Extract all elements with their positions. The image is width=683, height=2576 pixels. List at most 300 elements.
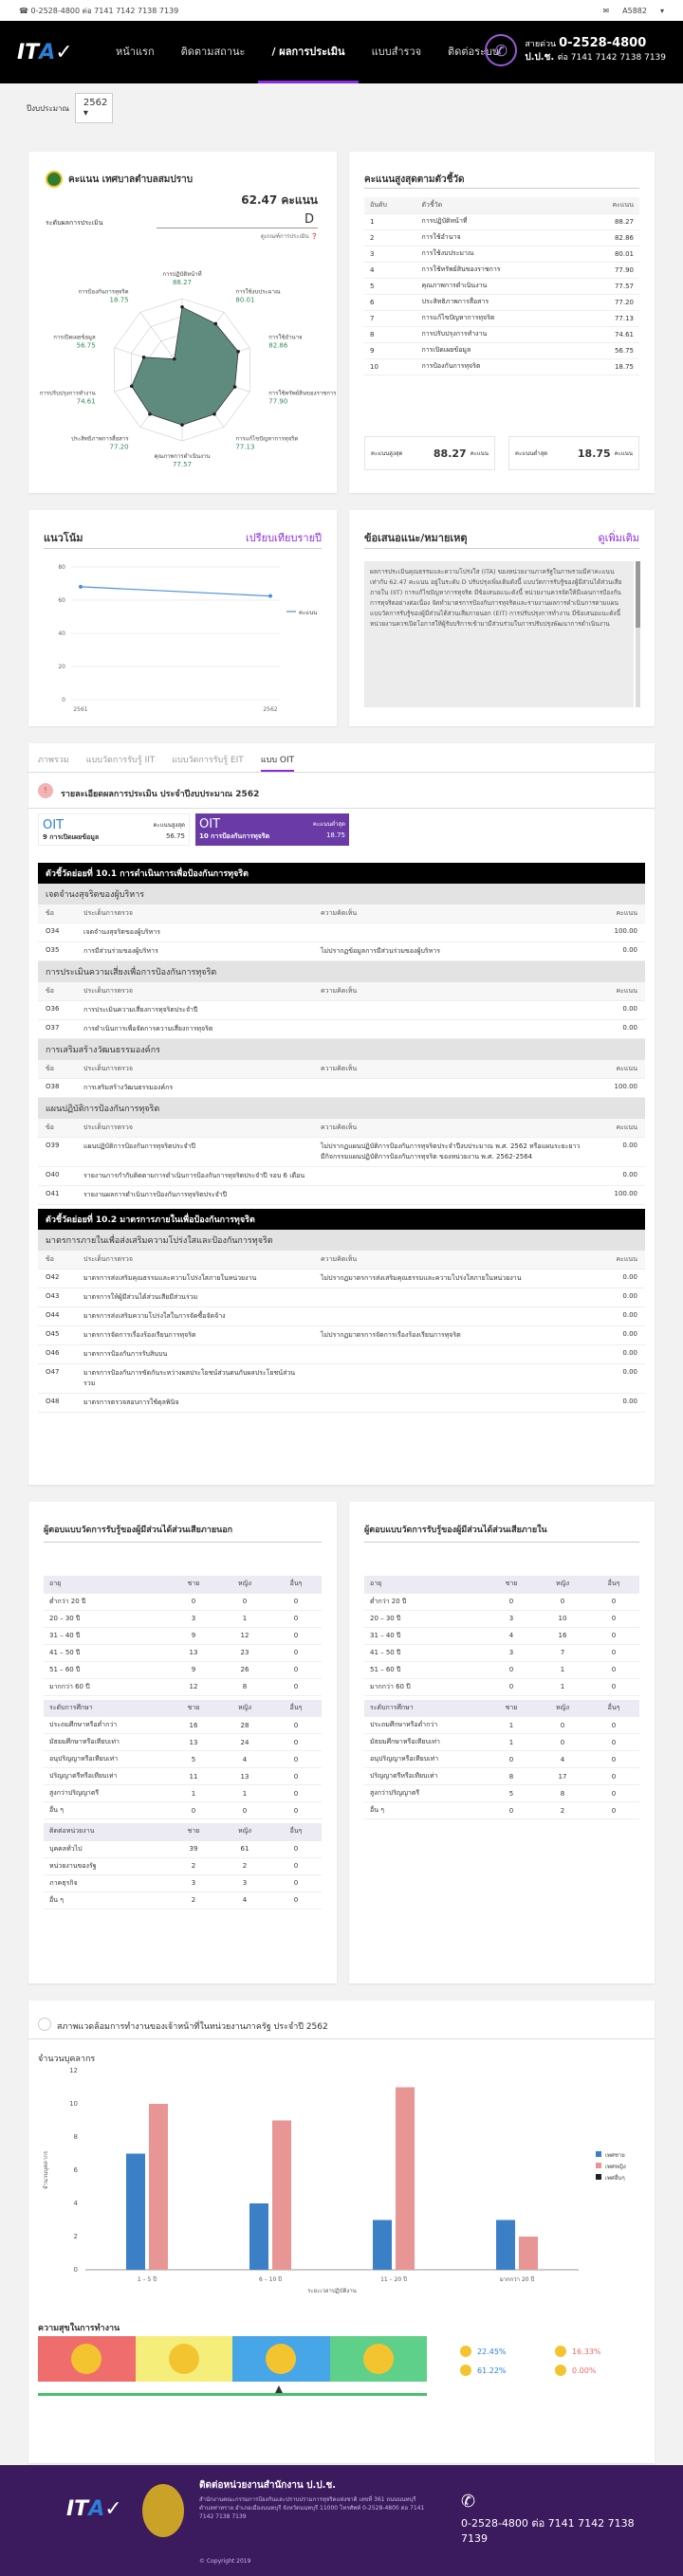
indicator-cell: มาตรการให้ผู้มีส่วนได้ส่วนเสียมีส่วนร่วม	[76, 1288, 313, 1307]
ranking-cell: 77.13	[580, 310, 639, 326]
bar-legend-swatch	[596, 2163, 601, 2168]
survey-cell: 12	[168, 1678, 219, 1695]
radar-label: การปฏิบัติหน้าที่	[162, 271, 202, 278]
oit-max-title: OIT	[43, 818, 65, 832]
survey-cell: 2	[168, 1857, 219, 1874]
oit-min-label: คะแนนต่ำสุด	[312, 821, 345, 828]
hdr-code: ข้อ	[38, 1119, 76, 1138]
survey-cell: 0	[219, 1593, 270, 1610]
survey-cell: ประถมศึกษาหรือต่ำกว่า	[364, 1717, 486, 1734]
survey-cell: 13	[168, 1734, 219, 1751]
survey-ext-title: ผู้ตอบแบบวัดการรับรู้ของผู้มีส่วนได้ส่วนเสียภายนอก	[44, 1526, 233, 1535]
survey-cell: 0	[270, 1661, 322, 1678]
ranking-cell: การเปิดเผยข้อมูล	[416, 342, 581, 358]
advice-text: ผลการประเมินคุณธรรมและความโปร่งใส (ITA) ของหน่วยงานภาครัฐในภาพรวมมีค่าคะแนนเท่ากับ 62.47 คะแนน อยู่ในระดับ D ปรับปรุงเพิ่มเติมดังนี้ แบบวัดการรับรู้ของผู้มีส่วนได้ส่วนเสียภายใน (IIT) การแก้ไขปัญหาการทุจริต มีข้อเสนอแนะดังนี้ หน่วยงานควรจัดให้มีแผนการป้องกันการทุจริตอย่างต่อเนื่อง จัดทำมาตรการป้องกันการทุจริตและรายงานผลการดำเนินการตามแผน แบบวัดการรับรู้ของผู้มีส่วนได้ส่วนเสียภายนอก (EIT) การปรับปรุงการทำงาน มีข้อเสนอแนะดังนี้ หน่วยงานควรเปิดโอกาสให้ผู้รับบริการเข้ามามีส่วนร่วมในการปรับปรุงพัฒนาการดำเนินงาน	[364, 561, 634, 707]
topbar-phone-text: 0-2528-4800 ต่อ 7141 7142 7138 7139	[30, 6, 179, 15]
content	[0, 133, 683, 2514]
indicator-cell: O36	[38, 1001, 76, 1020]
indicator-table	[38, 982, 645, 1039]
survey-cell: 0	[270, 1802, 322, 1819]
indicator-cell: O34	[38, 923, 76, 942]
indicator-cell: O46	[38, 1345, 76, 1364]
radar-value: 88.27	[172, 279, 193, 286]
bar-ytick: 8	[73, 2133, 78, 2141]
indicator-row	[38, 1345, 645, 1364]
survey-cell: 2	[537, 1802, 588, 1819]
indicator-cell: 0.00	[588, 1020, 645, 1039]
survey-row	[44, 1627, 322, 1644]
indicator-row	[38, 1020, 645, 1039]
nav-status[interactable]: ติดตามสถานะ	[180, 46, 246, 58]
indicator-cell	[313, 1394, 588, 1413]
survey-table	[44, 1700, 322, 1820]
footer-ita-logo: ITA✓	[66, 2497, 122, 2521]
ranking-cell: 77.90	[580, 262, 639, 278]
survey-cell: หน่วยงานของรัฐ	[44, 1857, 168, 1874]
indicator-cell: O45	[38, 1326, 76, 1345]
ranking-row	[364, 262, 639, 278]
trend-xtick: 2562	[263, 706, 278, 713]
oit-header: รายละเอียดผลการประเมิน ประจำปีงบประมาณ 2562	[61, 790, 260, 799]
survey-table	[44, 1823, 322, 1909]
survey-cell: 3	[168, 1874, 219, 1891]
advice-more-link[interactable]: ดูเพิ่มเติม	[598, 532, 639, 544]
survey-cell: 4	[537, 1751, 588, 1768]
face-neutral-icon	[136, 2336, 233, 2382]
hotline-phone: 0-2528-4800	[559, 36, 647, 50]
user-menu[interactable]: A5882	[622, 6, 647, 15]
bar-legend-swatch	[596, 2151, 601, 2157]
survey-row	[364, 1785, 639, 1802]
bar-ytick: 4	[73, 2200, 78, 2207]
indicator-header	[38, 982, 645, 1001]
indicator-table	[38, 1251, 645, 1413]
indicator-cell: รายงานผลการดำเนินการป้องกันการทุจริตประจำปี	[76, 1186, 313, 1205]
survey-row	[44, 1840, 322, 1857]
year-value: 2562	[83, 98, 108, 108]
pct-very-sad-text: 22.45%	[477, 2347, 507, 2356]
indicator-cell: มาตรการจัดการเรื่องร้องเรียนการทุจริต	[76, 1326, 313, 1345]
survey-cell: 11	[168, 1768, 219, 1785]
indicator-row	[38, 1079, 645, 1098]
hdr-topic: ประเด็นการตรวจ	[76, 904, 313, 923]
ranking-title: คะแนนสูงสุดตามตัวชี้วัด	[364, 174, 465, 185]
nav-home[interactable]: หน้าแรก	[116, 46, 155, 58]
ranking-cell: การใช้งบประมาณ	[416, 246, 581, 262]
trend-point	[268, 594, 272, 598]
survey-header-cell: ระดับการศึกษา	[44, 1700, 168, 1717]
survey-header-cell: หญิง	[537, 1576, 588, 1593]
trend-divider	[44, 548, 322, 549]
survey-cell: 1	[486, 1717, 537, 1734]
hdr-comment: ความคิดเห็น	[313, 1251, 588, 1270]
ranking-cell: 6	[364, 294, 416, 310]
indicator-cell: รายงานการกำกับติดตามการดำเนินการป้องกันการทุจริตประจำปี รอบ 6 เดือน	[76, 1167, 313, 1186]
survey-cell: อื่น ๆ	[44, 1802, 168, 1819]
trend-ytick: 60	[58, 597, 65, 604]
survey-cell: 0	[486, 1751, 537, 1768]
hdr-code: ข้อ	[38, 982, 76, 1001]
survey-row	[364, 1627, 639, 1644]
indicator-header	[38, 1119, 645, 1138]
survey-cell: 24	[219, 1734, 270, 1751]
survey-cell: ต่ำกว่า 20 ปี	[364, 1593, 486, 1610]
survey-cell: 2	[219, 1857, 270, 1874]
indicator-cell: O47	[38, 1364, 76, 1394]
ranking-cell: การแก้ไขปัญหาการทุจริต	[416, 310, 581, 326]
survey-cell: ปริญญาตรีหรือเทียบเท่า	[44, 1768, 168, 1785]
advice-title: ข้อเสนอแนะ/หมายเหตุ	[364, 532, 468, 544]
indicator-cell: มาตรการป้องกันการรับสินบน	[76, 1345, 313, 1364]
radar-label: การใช้อำนาจ	[268, 334, 303, 341]
hdr-code: ข้อ	[38, 1060, 76, 1079]
survey-cell: 0	[270, 1874, 322, 1891]
survey-header-cell: หญิง	[219, 1700, 270, 1717]
indicator-cell: มาตรการส่งเสริมความโปร่งใสในการจัดซื้อจัดจ้าง	[76, 1307, 313, 1326]
survey-cell: 0	[588, 1644, 639, 1661]
tabs-divider	[28, 772, 655, 773]
indicator-cell	[313, 1001, 588, 1020]
hdr-code: ข้อ	[38, 1251, 76, 1270]
min-score-unit: คะแนน	[614, 450, 633, 457]
year-selector	[0, 83, 683, 133]
survey-header-cell: ติดต่อหน่วยงาน	[44, 1823, 168, 1840]
survey-cell: 12	[219, 1627, 270, 1644]
survey-row	[44, 1734, 322, 1751]
radar-point	[180, 423, 184, 427]
survey-row	[44, 1717, 322, 1734]
trend-chart	[38, 557, 327, 719]
survey-header-cell: หญิง	[537, 1700, 588, 1717]
survey-cell: 1	[219, 1610, 270, 1627]
ranking-table	[364, 197, 639, 375]
indicator-cell: การมีส่วนร่วมของผู้บริหาร	[76, 942, 313, 961]
indicator-cell: การดำเนินการเพื่อจัดการความเสี่ยงการทุจริต	[76, 1020, 313, 1039]
survey-header-cell: หญิง	[219, 1823, 270, 1840]
indicator-row	[38, 923, 645, 942]
nav-results[interactable]: / ผลการประเมิน	[258, 21, 358, 83]
trend-card	[28, 510, 337, 726]
survey-cell: ประถมศึกษาหรือต่ำกว่า	[44, 1717, 168, 1734]
work-bar-chart	[28, 2061, 655, 2308]
survey-row	[44, 1785, 322, 1802]
happiness-marker	[275, 2385, 283, 2393]
survey-row	[44, 1857, 322, 1874]
trend-ytick: 80	[58, 564, 65, 571]
survey-header-cell: อื่นๆ	[270, 1576, 322, 1593]
survey-cell: 39	[168, 1840, 219, 1857]
ranking-cell: การป้องกันการทุจริต	[416, 358, 581, 375]
indicator-row	[38, 1270, 645, 1288]
survey-cell: 0	[486, 1593, 537, 1610]
indicator-cell	[313, 1020, 588, 1039]
survey-cell: 0	[270, 1734, 322, 1751]
indicator-header	[38, 1251, 645, 1270]
work-divider	[28, 2038, 655, 2039]
group-title: มาตรการภายในเพื่อส่งเสริมความโปร่งใสและป้องกันการทุจริต	[38, 1230, 645, 1251]
indicator-cell: มาตรการส่งเสริมคุณธรรมและความโปร่งใสภายในหน่วยงาน	[76, 1270, 313, 1288]
hdr-score: คะแนน	[588, 904, 645, 923]
nav-contact[interactable]: ติดต่อระบบ	[448, 46, 499, 58]
max-score-unit: คะแนน	[470, 450, 489, 457]
hotline-org: ป.ป.ช.	[525, 52, 555, 63]
ranking-header-score: คะแนน	[580, 197, 639, 213]
bar-legend: เพศหญิง	[605, 2164, 626, 2170]
hdr-score: คะแนน	[588, 1251, 645, 1270]
indicator-cell: O39	[38, 1138, 76, 1167]
bar-ytick: 0	[73, 2266, 78, 2274]
indicator-table	[38, 1060, 645, 1098]
oit-max-box	[38, 813, 190, 846]
hdr-comment: ความคิดเห็น	[313, 904, 588, 923]
total-score: 62.47 คะแนน	[241, 193, 318, 207]
face-happy-icon	[232, 2336, 330, 2382]
indicator-row	[38, 1288, 645, 1307]
indicator-cell: ไม่ปรากฏข้อมูลการมีส่วนร่วมของผู้บริหาร	[313, 942, 588, 961]
indicator-cell: ไม่ปรากฏแผนปฏิบัติการป้องกันการทุจริตประจำปีงบประมาณ พ.ศ. 2562 หรือแผนระยะยาว มีกิจกรรมแผนปฏิบัติการป้องกันการทุจริต ของหน่วยงาน พ.ศ. 2562-2564	[313, 1138, 588, 1167]
survey-cell: 9	[168, 1661, 219, 1678]
ranking-row	[364, 294, 639, 310]
advice-scrollbar[interactable]	[636, 561, 640, 707]
indicator-cell: 0.00	[588, 1138, 645, 1167]
survey-cell: อื่น ๆ	[44, 1891, 168, 1909]
year-select[interactable]: 2562 ▾	[75, 93, 113, 123]
survey-row	[364, 1678, 639, 1695]
org-emblem-icon	[46, 171, 63, 188]
min-score-label: คะแนนต่ำสุด	[515, 450, 548, 457]
ranking-cell: 5	[364, 278, 416, 294]
indicator-cell: O35	[38, 942, 76, 961]
min-score-box	[508, 436, 639, 470]
info-icon: !	[38, 783, 53, 798]
survey-cell: 9	[168, 1627, 219, 1644]
face-very-sad-icon	[38, 2336, 136, 2382]
survey-cell: 28	[219, 1717, 270, 1734]
survey-cell: อื่น ๆ	[364, 1802, 486, 1819]
survey-cell: 4	[219, 1891, 270, 1909]
tab-iit[interactable]: แบบวัดการรับรู้ IIT	[85, 756, 156, 765]
ranking-row	[364, 358, 639, 375]
radar-value: 56.75	[76, 341, 96, 350]
max-score-label: คะแนนสูงสุด	[371, 450, 403, 457]
indicator-cell	[313, 1288, 588, 1307]
survey-cell: สูงกว่าปริญญาตรี	[364, 1785, 486, 1802]
pct-neutral	[555, 2346, 650, 2357]
ranking-cell: 77.20	[580, 294, 639, 310]
survey-int-title: ผู้ตอบแบบวัดการรับรู้ของผู้มีส่วนได้ส่วนเสียภายใน	[364, 1526, 547, 1535]
survey-cell: มากกว่า 60 ปี	[364, 1678, 486, 1695]
survey-cell: ต่ำกว่า 20 ปี	[44, 1593, 168, 1610]
oit-max-label: คะแนนสูงสุด	[153, 822, 185, 829]
ranking-header-indicator: ตัวชี้วัด	[416, 197, 581, 213]
indicator-cell	[313, 1186, 588, 1205]
bar-xtick: 11 – 20 ปี	[380, 2276, 407, 2283]
indicator-row	[38, 942, 645, 961]
survey-cell: 4	[486, 1627, 537, 1644]
survey-cell: 0	[588, 1610, 639, 1627]
survey-header-cell: อื่นๆ	[588, 1700, 639, 1717]
survey-header-cell: อายุ	[364, 1576, 486, 1593]
indicator-cell: O40	[38, 1167, 76, 1186]
radar-point	[212, 412, 216, 416]
survey-cell: 0	[270, 1785, 322, 1802]
indicator-cell: 0.00	[588, 1288, 645, 1307]
radar-point	[236, 350, 240, 354]
survey-cell: 0	[486, 1678, 537, 1695]
indicator-cell: O48	[38, 1394, 76, 1413]
work-ylabel: จำนวนบุคลากร	[38, 2055, 96, 2064]
survey-header-cell: อื่นๆ	[588, 1576, 639, 1593]
survey-cell: 0	[537, 1734, 588, 1751]
radar-label: ประสิทธิภาพการสื่อสาร	[71, 435, 129, 443]
footer-copyright: © Copyright 2019	[199, 2558, 251, 2565]
trend-ytick: 0	[62, 697, 65, 703]
indicator-cell: ไม่ปรากฏมาตรการส่งเสริมคุณธรรมและความโปร่งใสภายในหน่วยงาน	[313, 1270, 588, 1288]
group-title: การเสริมสร้างวัฒนธรรมองค์กร	[38, 1039, 645, 1060]
survey-cell: 0	[588, 1751, 639, 1768]
ranking-row	[364, 326, 639, 342]
max-score-value: 88.27	[433, 447, 467, 460]
indicator-cell: O43	[38, 1288, 76, 1307]
survey-cell: 51 – 60 ปี	[364, 1661, 486, 1678]
survey-cell: 0	[486, 1661, 537, 1678]
survey-cell: 5	[486, 1785, 537, 1802]
survey-cell: อนุปริญญาหรือเทียบเท่า	[44, 1751, 168, 1768]
survey-cell: 0	[270, 1678, 322, 1695]
tab-oit[interactable]: แบบ OIT	[261, 753, 294, 772]
survey-cell: ปริญญาตรีหรือเทียบเท่า	[364, 1768, 486, 1785]
oit-max-value: 56.75	[165, 832, 185, 840]
radar-value: 77.57	[172, 461, 193, 468]
year-label: ปีงบประมาณ	[27, 103, 69, 113]
indicator-cell: 100.00	[588, 1079, 645, 1098]
radar-point	[173, 357, 176, 361]
radar-value: 82.86	[268, 341, 288, 350]
survey-cell: บุคคลทั่วไป	[44, 1840, 168, 1857]
trend-xtick: 2561	[73, 706, 88, 713]
survey-row	[44, 1802, 322, 1819]
compare-yearly-link[interactable]: เปรียบเทียบรายปี	[245, 532, 322, 544]
ranking-cell: 8	[364, 326, 416, 342]
survey-cell: 1	[219, 1785, 270, 1802]
radar-label: การป้องกันการทุจริต	[78, 288, 129, 296]
min-score-value: 18.75	[577, 447, 611, 460]
survey-row	[364, 1610, 639, 1627]
survey-row	[44, 1593, 322, 1610]
indicator-table	[38, 1119, 645, 1205]
bar-legend: เพศอื่นๆ	[605, 2175, 625, 2182]
indicator-cell: 0.00	[588, 1167, 645, 1186]
radar-label: การเปิดเผยข้อมูล	[53, 334, 96, 341]
ranking-cell: 82.86	[580, 229, 639, 246]
ranking-card	[349, 152, 655, 493]
tab-overview[interactable]: ภาพรวม	[38, 756, 69, 765]
oit-min-item: 10 การป้องกันการทุจริต	[199, 832, 270, 840]
ranking-cell: 18.75	[580, 358, 639, 375]
hotline-label: สายด่วน	[525, 40, 557, 49]
indicator-row	[38, 1364, 645, 1394]
radar-point	[142, 356, 146, 359]
survey-cell: มากกว่า 60 ปี	[44, 1678, 168, 1695]
indicator-title: ตัวชี้วัดย่อยที่ 10.2 มาตรการภายในเพื่อป้องกันการทุจริต	[38, 1209, 645, 1230]
survey-cell: 0	[270, 1610, 322, 1627]
radar-label: การแก้ไขปัญหาการทุจริต	[235, 435, 299, 443]
score-card	[28, 152, 337, 493]
survey-cell: 0	[270, 1627, 322, 1644]
phone-icon: ✆	[485, 34, 517, 66]
mail-icon[interactable]: ✉	[602, 6, 610, 15]
footer-address: สำนักงานคณะกรรมการป้องกันและปราบปรามการทุจริตแห่งชาติ เลขที่ 361 ถนนนนทบุรี ตำบลท่าทราย อำเภอเมืองนนทบุรี จังหวัดนนทบุรี 11000 โทรศัพท์ 0-2528-4800 ต่อ 7141 7142 7138 7139	[199, 2496, 425, 2520]
survey-cell: 16	[168, 1717, 219, 1734]
survey-cell: มัธยมศึกษาหรือเทียบเท่า	[44, 1734, 168, 1751]
survey-table	[364, 1576, 639, 1696]
survey-row	[44, 1610, 322, 1627]
ranking-row	[364, 342, 639, 358]
nav-survey[interactable]: แบบสำรวจ	[371, 46, 422, 58]
oit-min-value: 18.75	[325, 831, 345, 839]
ranking-cell: การปรับปรุงการทำงาน	[416, 326, 581, 342]
hdr-topic: ประเด็นการตรวจ	[76, 982, 313, 1001]
indicator-cell	[313, 1364, 588, 1394]
indicator-cell	[313, 923, 588, 942]
trend-point	[79, 585, 83, 589]
survey-cell: 1	[537, 1678, 588, 1695]
footer-phone[interactable]: 0-2528-4800 ต่อ 7141 7142 7138 7139	[461, 2517, 635, 2545]
survey-int-divider	[364, 1542, 639, 1543]
indicator-cell: 0.00	[588, 1364, 645, 1394]
ranking-row	[364, 229, 639, 246]
indicator-header	[38, 1060, 645, 1079]
survey-row	[44, 1891, 322, 1909]
trend-title: แนวโน้ม	[44, 532, 83, 544]
bar-ytick: 10	[69, 2100, 78, 2108]
indicator-cell: 0.00	[588, 1001, 645, 1020]
ranking-cell: 88.27	[580, 213, 639, 229]
survey-header	[44, 1700, 322, 1717]
indicator-cell: เจตจำนงสุจริตของผู้บริหาร	[76, 923, 313, 942]
bar-1	[396, 2088, 415, 2271]
pct-very-sad	[460, 2346, 555, 2357]
survey-cell: 17	[537, 1768, 588, 1785]
survey-cell: 4	[219, 1751, 270, 1768]
survey-row	[364, 1593, 639, 1610]
survey-cell: 31 – 40 ปี	[44, 1627, 168, 1644]
oit-card	[28, 743, 655, 1485]
ita-logo[interactable]: ITA✓	[17, 40, 73, 64]
happiness-legend	[460, 2346, 650, 2376]
radar-label: คุณภาพการดำเนินงาน	[154, 453, 211, 460]
tab-eit[interactable]: แบบวัดการรับรู้ EIT	[172, 756, 244, 765]
hdr-topic: ประเด็นการตรวจ	[76, 1251, 313, 1270]
survey-cell: 3	[219, 1874, 270, 1891]
chevron-down-icon[interactable]: ▾	[659, 6, 664, 15]
indicator-row	[38, 1394, 645, 1413]
survey-header-cell: อื่นๆ	[270, 1700, 322, 1717]
indicator-cell: O38	[38, 1079, 76, 1098]
bar-1	[272, 2121, 291, 2271]
survey-cell: 20 – 30 ปี	[364, 1610, 486, 1627]
survey-table	[44, 1576, 322, 1696]
survey-cell: 8	[486, 1768, 537, 1785]
criteria-link[interactable]: ดูเกณฑ์การประเมิน ❓	[260, 233, 318, 240]
ranking-cell: 77.57	[580, 278, 639, 294]
radar-point	[180, 305, 184, 309]
survey-cell: 0	[486, 1802, 537, 1819]
survey-cell: 8	[219, 1678, 270, 1695]
survey-cell: 41 – 50 ปี	[44, 1644, 168, 1661]
radar-value: 74.61	[76, 397, 96, 406]
trend-ytick: 40	[58, 630, 65, 637]
